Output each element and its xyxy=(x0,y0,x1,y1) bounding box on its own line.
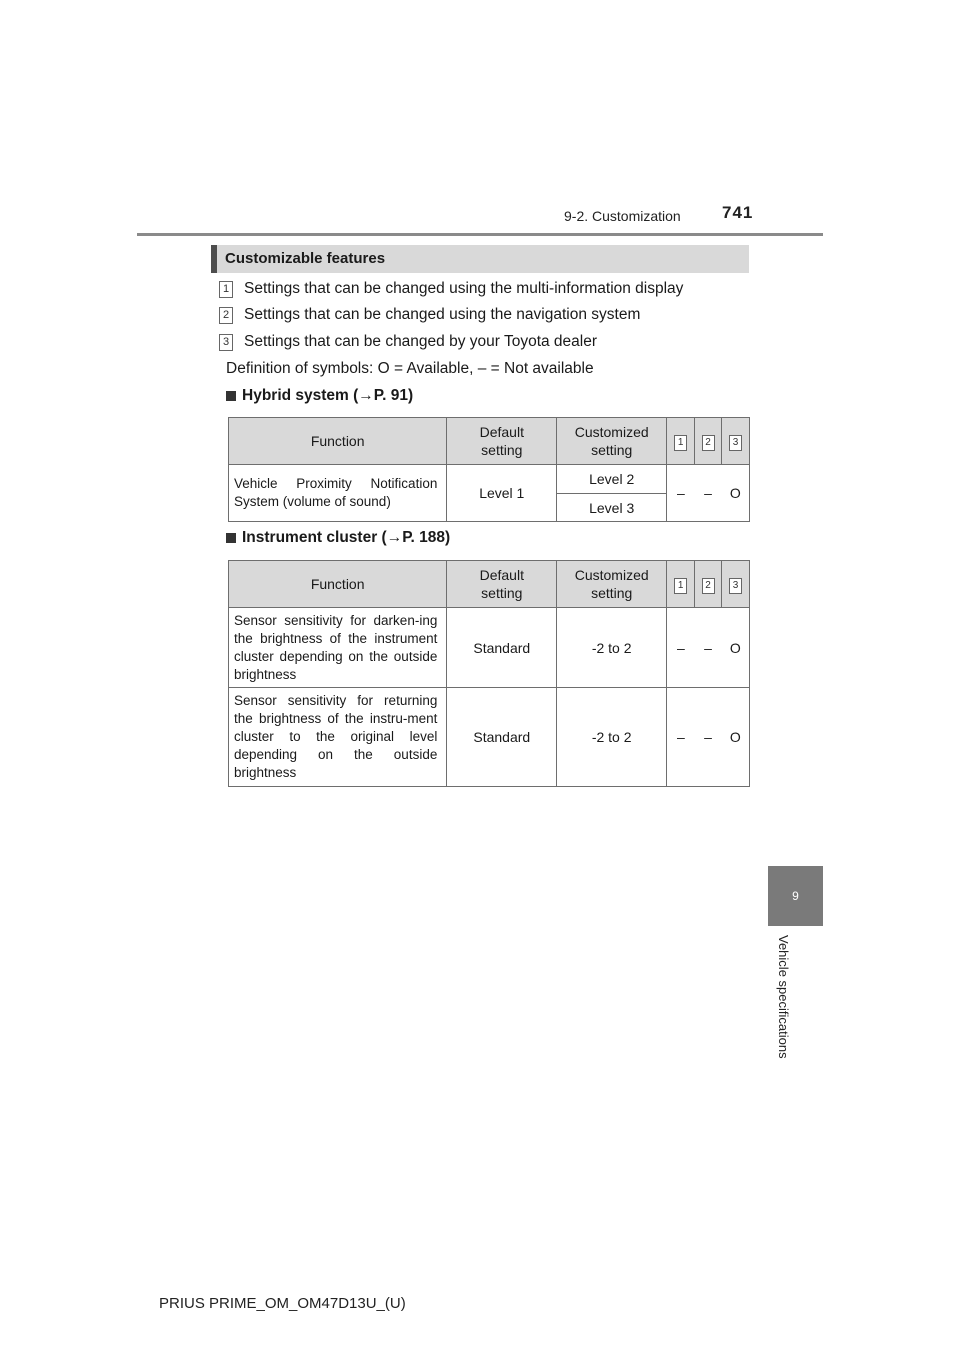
instrument-table xyxy=(228,560,750,787)
subheading-text[interactable]: Instrument cluster (→P. 188) xyxy=(242,529,451,546)
table-row xyxy=(229,688,750,787)
function-cell: Sensor sensitivity for darken-ing the brightness of the instrument cluster depending on the outside brightness xyxy=(229,608,447,688)
number-1-icon: 1 xyxy=(219,281,233,298)
col2-cell: – xyxy=(695,608,722,688)
number-1-icon: 1 xyxy=(674,435,687,451)
col3-cell: O xyxy=(722,688,750,787)
default-cell: Level 1 xyxy=(447,465,557,522)
section-heading-text: Customizable features xyxy=(225,250,386,267)
header-customized: Customized setting xyxy=(557,561,667,608)
number-3-icon: 3 xyxy=(729,435,742,451)
number-2-icon: 2 xyxy=(702,578,715,594)
header-default: Default setting xyxy=(447,561,557,608)
legend-text: Settings that can be changed by your Toyota dealer xyxy=(244,333,598,350)
default-cell: Standard xyxy=(447,608,557,688)
symbol-definitions: Definition of symbols: O = Available, – = Not available xyxy=(226,360,594,377)
page-number: 741 xyxy=(722,203,754,222)
subheading-text[interactable]: Hybrid system (→P. 91) xyxy=(242,387,414,404)
square-bullet-icon xyxy=(226,533,236,543)
subheading-hybrid-system xyxy=(226,387,413,405)
chapter-label: Vehicle specifications xyxy=(776,935,791,1059)
header-function: Function xyxy=(229,561,447,608)
header-function: Function xyxy=(229,418,447,465)
legend-text: Settings that can be changed using the navigation system xyxy=(244,306,641,323)
col1-cell: – xyxy=(667,465,695,522)
col2-cell: – xyxy=(695,688,722,787)
customized-cell: -2 to 2 xyxy=(557,688,667,787)
col2-cell: – xyxy=(695,465,722,522)
default-cell: Standard xyxy=(447,688,557,787)
header-default: Default setting xyxy=(447,418,557,465)
number-1-icon: 1 xyxy=(674,578,687,594)
section-heading xyxy=(211,245,749,273)
header-customized: Customized setting xyxy=(557,418,667,465)
section-title-header: 9-2. Customization xyxy=(564,208,681,224)
chapter-tab[interactable]: 9 xyxy=(768,866,823,926)
customized-cell: -2 to 2 xyxy=(557,608,667,688)
number-3-icon: 3 xyxy=(219,334,233,351)
legend-item-1 xyxy=(219,280,683,298)
legend-item-3 xyxy=(219,333,597,351)
subheading-instrument-cluster xyxy=(226,529,450,547)
col3-cell: O xyxy=(722,608,750,688)
number-2-icon: 2 xyxy=(219,307,233,324)
number-3-icon: 3 xyxy=(729,578,742,594)
col1-cell: – xyxy=(667,688,695,787)
function-cell: Vehicle Proximity Notification System (volume of sound) xyxy=(229,465,447,522)
table-row xyxy=(229,465,750,494)
customized-cell: Level 2 xyxy=(557,465,667,494)
customized-cell: Level 3 xyxy=(557,494,667,522)
function-cell: Sensor sensitivity for returning the brightness of the instru-ment cluster to the original level depending on the outside brightness xyxy=(229,688,447,787)
legend-item-2 xyxy=(219,306,640,324)
document-footer: PRIUS PRIME_OM_OM47D13U_(U) xyxy=(159,1295,406,1312)
table-row xyxy=(229,608,750,688)
col1-cell: – xyxy=(667,608,695,688)
hybrid-table xyxy=(228,417,750,522)
col3-cell: O xyxy=(722,465,750,522)
number-2-icon: 2 xyxy=(702,435,715,451)
square-bullet-icon xyxy=(226,391,236,401)
header-rule xyxy=(137,233,823,236)
legend-text: Settings that can be changed using the multi-information display xyxy=(244,280,684,297)
